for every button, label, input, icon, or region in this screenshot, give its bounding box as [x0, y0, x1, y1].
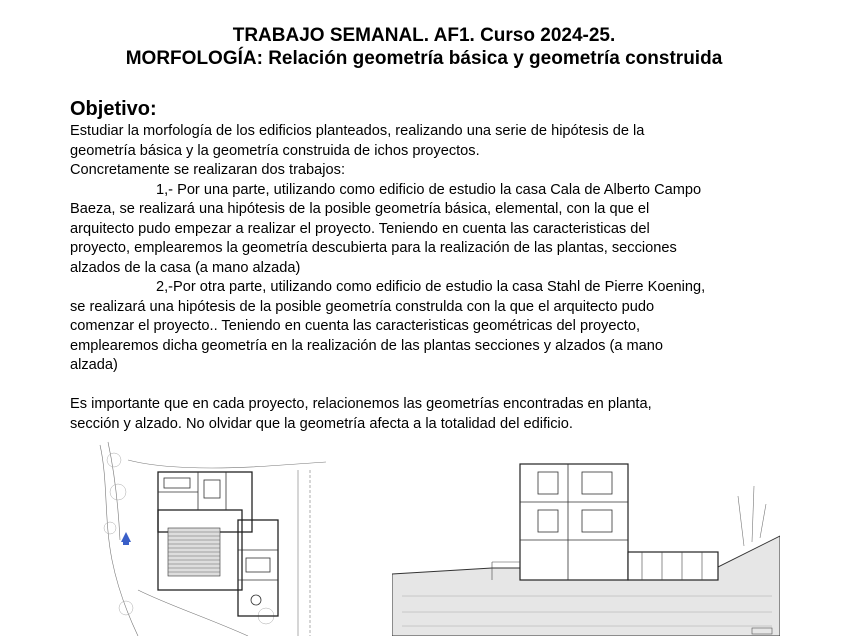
body-line: se realizará una hipótesis de la posible geometría construlda con la que el arquitecto pudo [70, 298, 655, 315]
body-line: emplearemos dicha geometría en la realización de las plantas secciones y alzados (a mano [70, 337, 663, 354]
body-line: Concretamente se realizaran dos trabajos: [70, 162, 345, 178]
body-line: Baeza, se realizará una hipótesis de la posible geometría básica, elemental, con la que el [70, 201, 650, 217]
page-title-line1: TRABAJO SEMANAL. AF1. Curso 2024-25. [232, 25, 616, 46]
body-line: comenzar el proyecto.. Teniendo en cuenta las caracteristicas geométricas del proyecto, [70, 318, 640, 334]
body-line: 1,- Por una parte, utilizando como edificio de estudio la casa Cala de Alberto Campo [156, 181, 702, 198]
closing-line: Es importante que en cada proyecto, relacionemos las geometrías encontradas en planta, [70, 396, 652, 412]
body-line: alzados de la casa (a mano alzada) [70, 259, 301, 276]
objective-heading: Objetivo: [70, 98, 157, 120]
building-section-drawing-icon [392, 456, 780, 636]
floor-plan-drawing-icon [98, 440, 328, 636]
body-line: Estudiar la morfología de los edificios planteados, realizando una serie de hipótesis de la [70, 123, 645, 139]
body-line: proyecto, emplearemos la geometría descubierta para la realización de las plantas, secciones [70, 240, 677, 256]
closing-line: sección y alzado. No olvidar que la geometría afecta a la totalidad del edificio. [70, 415, 573, 432]
body-line: 2,-Por otra parte, utilizando como edificio de estudio la casa Stahl de Pierre Koening, [156, 279, 706, 295]
body-line: arquitecto pudo empezar a realizar el proyecto. Teniendo en cuenta las caracteristicas del [70, 220, 650, 237]
page-title-line2: MORFOLOGÍA: Relación geometría básica y geometría construida [125, 48, 723, 69]
body-line: alzada) [70, 357, 118, 373]
objective-body [70, 122, 790, 434]
body-line: geometría básica y la geometría construida de ichos proyectos. [70, 142, 480, 159]
